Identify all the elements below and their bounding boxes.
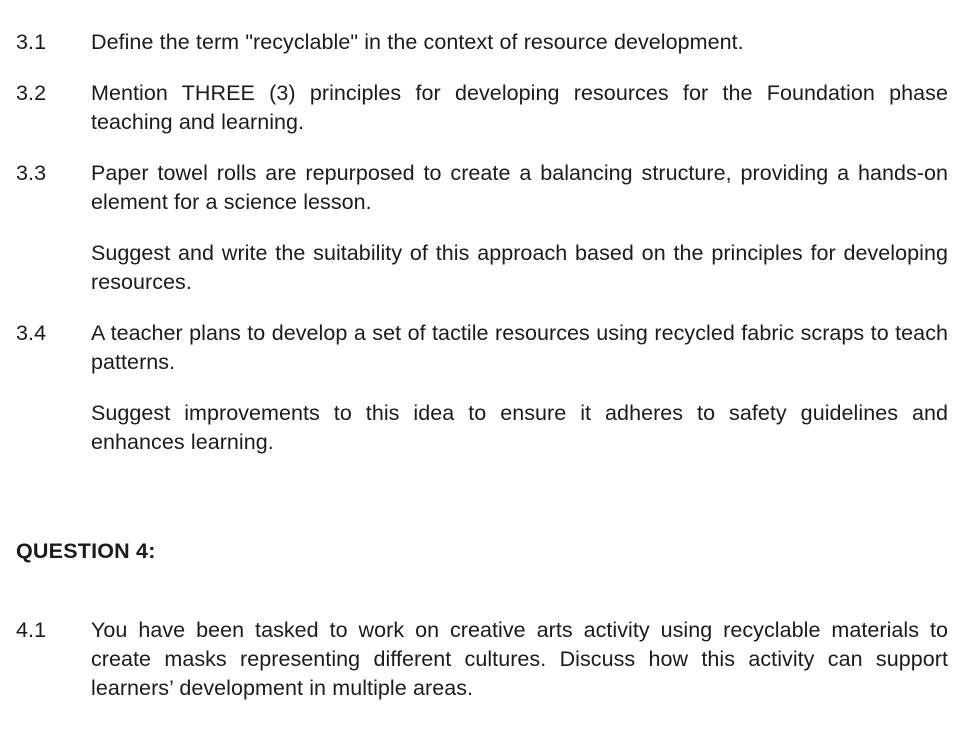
question-text-3-1-p1: Define the term "recyclable" in the context of resource development. (91, 30, 744, 54)
top-spacer (0, 0, 972, 28)
heading-top-spacer (0, 457, 972, 537)
question-body-3-1 (91, 28, 948, 57)
question-number-3-3: 3.3 (16, 161, 47, 185)
question-body-3-3 (91, 159, 948, 297)
question-item-4-1 (0, 616, 972, 703)
question-item-3-4 (0, 319, 972, 457)
question-number-3-1: 3.1 (16, 30, 47, 54)
question-item-3-2 (0, 79, 972, 137)
question-number-4-1: 4.1 (16, 618, 47, 642)
question-text-4-1-p1: You have been tasked to work on creative arts activity using recyclable materials to create masks representing different cultures. Discuss how this activity can support learners’ development in multiple areas. (91, 618, 948, 700)
question-text-3-4-p1: A teacher plans to develop a set of tactile resources using recycled fabric scraps to teach patterns. (91, 321, 948, 374)
question-text-3-2-p1: Mention THREE (3) principles for developing resources for the Foundation phase teaching and learning. (91, 81, 948, 134)
question-text-3-3-p2: Suggest and write the suitability of this approach based on the principles for developing resources. (91, 241, 948, 294)
question-text-3-3-p1: Paper towel rolls are repurposed to create a balancing structure, providing a hands-on element for a science lesson. (91, 161, 948, 214)
question-item-3-1 (0, 28, 972, 57)
question-4-items (0, 616, 972, 703)
question-3-items (0, 28, 972, 457)
question-body-3-2 (91, 79, 948, 137)
heading-bottom-spacer (0, 566, 972, 616)
question-text-3-4-p2: Suggest improvements to this idea to ensure it adheres to safety guidelines and enhances learning. (91, 401, 948, 454)
question-number-3-2: 3.2 (16, 81, 47, 105)
question-number-3-4: 3.4 (16, 321, 47, 345)
question-4-heading: QUESTION 4: (16, 539, 156, 563)
question-body-4-1 (91, 616, 948, 703)
question-body-3-4 (91, 319, 948, 457)
question-item-3-3 (0, 159, 972, 297)
